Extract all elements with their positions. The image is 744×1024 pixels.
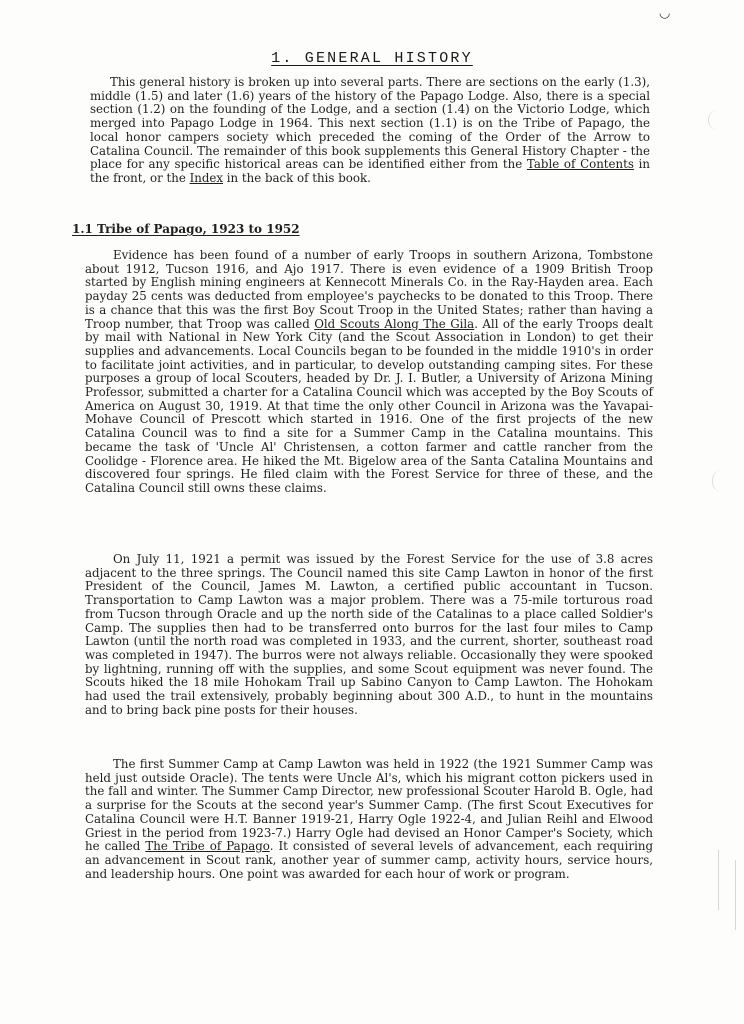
scan-edge-line [735,860,736,930]
intro-text-1: This general history is broken up into several parts. There are sections on the early (1.3), middle (1.5) and later (1.6) years of the history of the Papago Lodge. Also, there is a special section (1.2) on the founding of the Lodge, and a section (1.4) on the Victorio Lodge, which merged into Papago Lodge in 1964. This next section (1.1) is on the Tribe of Papago, the local honor campers society which preceded the coming of the Order of the Arrow to Catalina Council. The remainder of this book supplements this General History Chapter - the place for any specific historical areas can be identified either from the [90,75,650,172]
paragraph-3-text-a: The first Summer Camp at Camp Lawton was held in 1922 (the 1921 Summer Camp was held just outside Oracle). The tents were Uncle Al's, which his migrant cotton pickers used in the fall and winter. The Summer Camp Director, new professional Scouter Harold B. Ogle, had a surprise for the Scouts at the second year's Summer Camp. (The first Scout Executives for Catalina Council were H.T. Banner 1919-21, Harry Ogle 1922-4, and Julian Reihl and Elwood Griest in the period from 1923-7.) Harry Ogle had devised an Honor Camper's Society, which he called [85,757,653,854]
paragraph-3-text-b: . It consisted of several levels of advancement, each requiring an advancement in Scout rank, another year of summer camp, activity hours, service hours, and leadership hours. One point was awarded for each hour of work or program. [85,839,653,881]
scan-artifact [712,470,735,492]
body-paragraph-2: On July 11, 1921 a permit was issued by the Forest Service for the use of 3.8 acres adjacent to the three springs. The Council named this site Camp Lawton in honor of the first President of the Council, James M. Lawton, a certified public accountant in Tucson. Transportation to Camp Lawton was a major problem. There was a 75-mile torturous road from Tucson through Oracle and up the north side of the Catalinas to a place called Soldier's Camp. The supplies then had to be transferred onto burros for the last four miles to Camp Lawton (until the north road was completed in 1933, and the current, shorter, southeast road was completed in 1947). The burros were not always reliable. Occasionally they were spooked by lightning, running off with the supplies, and some Scout equipment was never found. The Scouts hiked the 18 mile Hohokam Trail up Sabino Canyon to Camp Lawton. The Hohokam had used the trail extensively, probably beginning about 300 A.D., to hunt in the mountains and to bring back pine posts for their houses. [85,552,653,717]
section-heading: 1.1 Tribe of Papago, 1923 to 1952 [72,222,300,236]
scan-edge-line [718,850,719,910]
intro-text-2: in the front, or the [90,157,650,185]
society-name-underlined: The Tribe of Papago [145,839,270,854]
table-of-contents-reference: Table of Contents [526,157,634,172]
scan-artifact [708,110,731,130]
body-paragraph-3 [85,758,653,881]
intro-paragraph [90,76,650,186]
paragraph-1-text-a: Evidence has been found of a number of early Troops in southern Arizona, Tombstone about 1912, Tucson 1916, and Ajo 1917. There is even evidence of a 1909 British Troop started by English mining engineers at Kennecott Minerals Co. in the Ray-Hayden area. Each payday 25 cents was deducted from employee's paychecks to be donated to this Troop. There is a chance that this was the first Boy Scout Troop in the United States; rather than having a Troop number, that Troop was called [85,248,653,331]
paragraph-1-text-b: . All of the early Troops dealt by mail with National in New York City (and the Scout Association in London) to get their supplies and advancements. Local Councils began to be founded in the middle 1910's in order to facilitate joint activities, and in particular, to develop outstanding camping sites. For these purposes a group of local Scouters, headed by Dr. J. I. Butler, a University of Arizona Mining Professor, submitted a charter for a Catalina Council which was accepted by the Boy Scouts of America on August 30, 1919. At that time the only other Council in Arizona was the Yavapai-Mohave Council of Prescott which started in 1916. One of the first projects of the new Catalina Council was to find a site for a Summer Camp in the Catalina mountains. This became the task of 'Uncle Al' Christensen, a cotton farmer and cattle rancher from the Coolidge - Florence area. He hiked the Mt. Bigelow area of the Santa Catalina Mountains and discovered four springs. He filed claim with the Forest Service for three of these, and the Catalina Council still owns these claims. [85,316,653,495]
page-corner-mark: ◡ [659,6,671,21]
intro-text-3: in the back of this book. [223,170,371,185]
page-title: 1. GENERAL HISTORY [271,50,473,67]
body-paragraph-1 [85,249,653,496]
index-reference: Index [189,170,224,185]
troop-name-underlined: Old Scouts Along The Gila [314,316,475,331]
